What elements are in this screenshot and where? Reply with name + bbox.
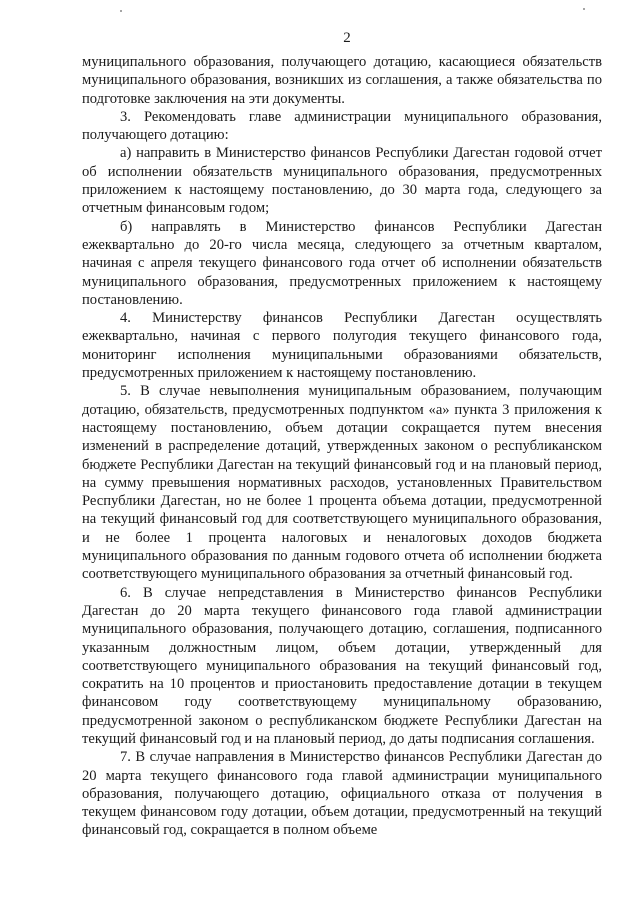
paragraph-item-3: 3. Рекомендовать главе администрации муниципального образования, получающего дотацию:: [82, 108, 602, 144]
page-number: 2: [343, 30, 351, 46]
paragraph-item-3a: а) направить в Министерство финансов Республики Дагестан годовой отчет об исполнении обязательств муниципального образования, предусмотренных приложением к настоящему постановлению, до 30 марта года, следующего за отчетным финансовым годом;: [82, 145, 602, 217]
paragraph-item-7: 7. В случае направления в Министерство финансов Республики Дагестан до 20 марта текущего финансового года главой администрации муниципального образования, получающего дотацию, официального отказа от получения в текущем финансовом году дотации, объем дотации, предусмотренный на текущий финансовый год, сокращается в полном объеме: [82, 749, 602, 839]
paragraph-item-5: 5. В случае невыполнения муниципальным образованием, получающим дотацию, обязательств, предусмотренных подпунктом «а» пункта 3 приложения к настоящему постановлению, объем дотации сокращается путем внесения изменений в распределение дотаций, утвержденных законом о республиканском бюджете Республики Дагестан на текущий финансовый год и на плановый период, на сумму превышения нормативных расходов, установленных Правительством Республики Дагестан, но не более 1 процента объема дотации, предусмотренной на текущий финансовый год для соответствующего муниципального образования, и не более 1 процента налоговых и неналоговых доходов бюджета муниципального образования по данным годового отчета об исполнении бюджета соответствующего муниципального образования за отчетный финансовый год.: [82, 383, 602, 583]
paragraph-item-6: 6. В случае непредставления в Министерство финансов Республики Дагестан до 20 марта текущего финансового года главой администрации муниципального образования, получающего дотацию, соглашения, подписанного указанным должностным лицом, объем дотации, утвержденный для соответствующего муниципального образования на текущий финансовый год, сократить на 10 процентов и приостановить предоставление дотации в текущем финансовом году соответствующему муниципальному образованию, предусмотренной законом о республиканском бюджете Республики Дагестан на текущий финансовый год и на плановый период, до даты подписания соглашения.: [82, 584, 602, 747]
scan-speck: [583, 8, 585, 10]
paragraph-item-4: 4. Министерству финансов Республики Дагестан осуществлять ежеквартально, начиная с первого полугодия текущего финансового года, мониторинг исполнения муниципальными образованиями обязательств, предусмотренных приложением к настоящему постановлению.: [82, 310, 602, 382]
scan-speck: [120, 10, 122, 12]
paragraph-continuation: муниципального образования, получающего дотацию, касающиеся обязательств муниципального образования, возникших из соглашения, а также обязательства по подготовке заключения на эти документы.: [82, 54, 602, 107]
paragraph-item-3b: б) направлять в Министерство финансов Республики Дагестан ежеквартально до 20-го числа месяца, следующего за отчетным кварталом, начиная с апреля текущего финансового года отчет об исполнении обязательств муниципального образования, предусмотренных приложением к настоящему постановлению.: [82, 218, 602, 308]
